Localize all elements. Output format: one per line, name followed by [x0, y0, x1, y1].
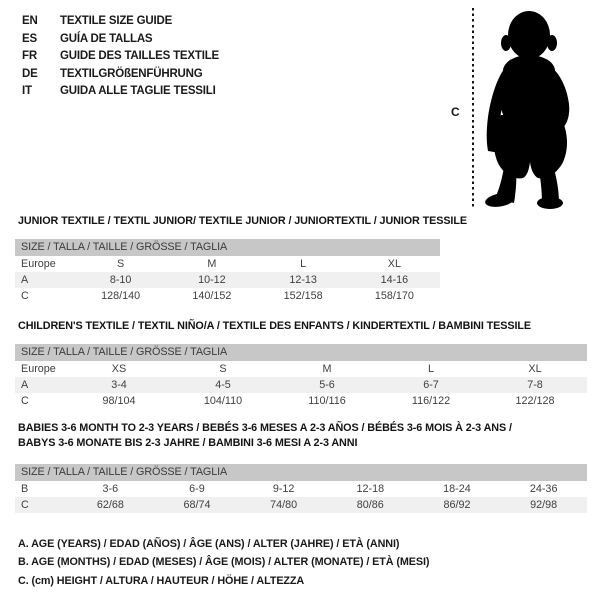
size-value-cell: 10-12 [198, 274, 226, 286]
legend-line-b: B. AGE (MONTHS) / EDAD (MESES) / ÂGE (MOIS) / ALTER (MONATE) / ETÀ (MESI) [18, 556, 430, 569]
size-value-cell: L [300, 258, 307, 270]
language-title-list [22, 13, 219, 101]
size-value-cell: 140/152 [192, 290, 232, 302]
size-value-cell: 12-18 [356, 483, 385, 495]
table-row [15, 393, 587, 409]
table-row [15, 288, 440, 304]
row-label-cell: C [21, 499, 29, 511]
junior-table-title: JUNIOR TEXTILE / TEXTIL JUNIOR/ TEXTILE JUNIOR / JUNIORTEXTIL / JUNIOR TESSILE [18, 215, 467, 227]
baby-silhouette-image [477, 7, 587, 209]
children-table-title: CHILDREN'S TEXTILE / TEXTIL NIÑO/A / TEXTILE DES ENFANTS / KINDERTEXTIL / BAMBINI TESSILE [18, 320, 531, 332]
legend-line-a: A. AGE (YEARS) / EDAD (AÑOS) / ÂGE (ANS) / ALTER (JAHRE) / ETÀ (ANNI) [18, 538, 400, 550]
junior-size-table [15, 256, 440, 304]
babies-table-title-line2: BABYS 3-6 MONATE BIS 2-3 JAHRE / BAMBINI 3-6 MESI A 2-3 ANNI [18, 437, 358, 449]
language-code: FR [22, 50, 37, 63]
row-label-cell: C [21, 290, 29, 302]
babies-size-header-bar: SIZE / TALLA / TAILLE / GRÖSSE / TAGLIA [15, 464, 587, 481]
measurement-legend [18, 535, 429, 590]
table-row [15, 256, 440, 272]
size-value-cell: 98/104 [102, 395, 136, 407]
size-value-cell: S [219, 363, 227, 375]
language-label: TEXTILE SIZE GUIDE [60, 15, 173, 27]
size-value-cell: 92/98 [530, 499, 558, 511]
size-value-cell: 14-16 [380, 274, 409, 286]
size-value-cell: 86/92 [443, 499, 471, 511]
size-value-cell: 12-13 [289, 274, 317, 286]
babies-size-table [15, 481, 587, 513]
size-value-cell: 62/68 [96, 499, 124, 511]
size-value-cell: XL [387, 258, 401, 270]
language-code: ES [22, 32, 37, 45]
language-label: GUÍA DE TALLAS [60, 32, 153, 45]
size-value-cell: 3-4 [111, 379, 127, 391]
size-value-cell: 80/86 [356, 499, 384, 511]
size-value-cell: M [207, 258, 217, 270]
children-size-header-bar: SIZE / TALLA / TAILLE / GRÖSSE / TAGLIA [15, 344, 587, 361]
size-value-cell: 122/128 [515, 395, 555, 407]
size-value-cell: XS [111, 363, 127, 375]
height-measure-dashed-line [472, 8, 474, 207]
table-row [15, 272, 440, 288]
language-row-en [22, 13, 219, 31]
language-row-es [22, 31, 219, 49]
size-value-cell: 110/116 [308, 395, 346, 407]
size-value-cell: 7-8 [527, 379, 543, 391]
legend-line-c: C. (cm) HEIGHT / ALTURA / HAUTEUR / HÖHE / ALTEZZA [18, 574, 305, 587]
height-measure-label: C [451, 105, 460, 119]
row-label-cell: C [21, 395, 29, 407]
row-label-cell: A [21, 379, 29, 391]
junior-size-header-bar: SIZE / TALLA / TAILLE / GRÖSSE / TAGLIA [15, 239, 440, 256]
size-value-cell: L [427, 363, 434, 375]
size-value-cell: 8-10 [109, 274, 132, 286]
table-row [15, 361, 587, 377]
language-label: GUIDA ALLE TAGLIE TESSILI [60, 85, 216, 98]
size-value-cell: S [117, 258, 125, 270]
size-value-cell: 6-9 [189, 483, 205, 495]
size-value-cell: XL [528, 363, 542, 375]
size-value-cell: 9-12 [272, 483, 295, 495]
row-label-cell: A [21, 274, 29, 286]
language-row-de [22, 66, 219, 84]
children-size-table [15, 361, 587, 409]
table-row [15, 497, 587, 513]
size-value-cell: 158/170 [374, 290, 414, 302]
size-value-cell: 3-6 [102, 483, 119, 495]
size-value-cell: 68/74 [183, 499, 211, 511]
size-value-cell: M [322, 363, 332, 375]
table-row [15, 377, 587, 393]
language-code: IT [22, 85, 32, 98]
language-label: TEXTILGRÖßENFÜHRUNG [60, 67, 203, 80]
size-value-cell: 152/158 [283, 290, 323, 302]
size-value-cell: 128/140 [101, 290, 141, 302]
table-row [15, 481, 587, 497]
language-label: GUIDE DES TAILLES TEXTILE [60, 50, 219, 63]
row-label-cell: Europe [21, 258, 56, 270]
babies-table-title-line1: BABIES 3-6 MONTH TO 2-3 YEARS / BEBÉS 3-6 MESES A 2-3 AÑOS / BÉBÉS 3-6 MOIS À 2-3 ANS / [18, 422, 512, 434]
size-value-cell: 74/80 [270, 499, 298, 511]
size-value-cell: 24-36 [529, 483, 558, 495]
size-value-cell: 4-5 [215, 379, 231, 391]
size-value-cell: 5-6 [319, 379, 335, 391]
language-row-it [22, 83, 219, 101]
size-value-cell: 6-7 [423, 379, 439, 391]
language-row-fr [22, 48, 219, 66]
row-label-cell: B [21, 483, 29, 495]
language-code: DE [22, 67, 38, 80]
size-value-cell: 18-24 [443, 483, 471, 495]
language-code: EN [22, 15, 38, 27]
row-label-cell: Europe [21, 363, 56, 375]
size-value-cell: 116/122 [411, 395, 451, 407]
size-value-cell: 104/110 [203, 395, 243, 407]
